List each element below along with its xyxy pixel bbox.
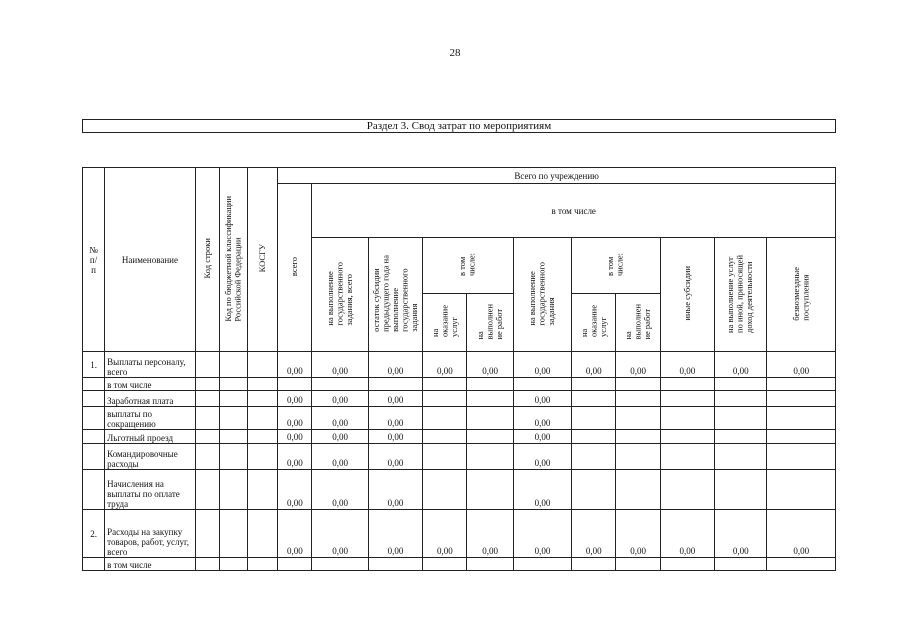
header-name: Наименование xyxy=(105,168,196,352)
table-row xyxy=(83,391,836,407)
value-cell: 0,00 xyxy=(660,510,714,558)
value-cell xyxy=(312,378,368,391)
value-cell: 0,00 xyxy=(312,352,368,378)
value-cell xyxy=(660,391,714,407)
header-including-2: в том числе: xyxy=(572,238,661,294)
value-cell: 0,00 xyxy=(513,430,571,444)
value-cell xyxy=(616,444,660,470)
row-number-cell: 2. xyxy=(83,510,105,558)
value-cell: 0,00 xyxy=(513,510,571,558)
value-cell xyxy=(423,378,467,391)
value-cell xyxy=(513,558,571,571)
table-row xyxy=(83,470,836,510)
value-cell xyxy=(572,558,616,571)
value-cell xyxy=(467,444,513,470)
value-cell: 0,00 xyxy=(513,352,571,378)
value-cell xyxy=(572,430,616,444)
value-cell xyxy=(423,470,467,510)
line-code-cell xyxy=(195,407,219,430)
line-code-cell xyxy=(195,558,219,571)
row-number-cell xyxy=(83,407,105,430)
row-number-cell: 1. xyxy=(83,352,105,378)
value-cell xyxy=(767,470,836,510)
value-cell: 0,00 xyxy=(278,391,312,407)
line-code-cell xyxy=(195,391,219,407)
value-cell: 0,00 xyxy=(278,407,312,430)
row-number-cell xyxy=(83,444,105,470)
value-cell: 0,00 xyxy=(467,352,513,378)
row-name-cell: Льготный проезд xyxy=(105,430,196,444)
value-cell xyxy=(513,378,571,391)
value-cell xyxy=(616,430,660,444)
row-name-cell: Расходы на закупку товаров, работ, услуг, всего xyxy=(105,510,196,558)
value-cell: 0,00 xyxy=(572,352,616,378)
header-subsidy-balance: остаток субсидии предыдущего года на выполнение государственного задания xyxy=(368,238,422,352)
value-cell xyxy=(467,430,513,444)
value-cell xyxy=(616,470,660,510)
header-budget-code: Код по бюджетной классификации Российской Федерации xyxy=(219,168,247,352)
value-cell xyxy=(572,407,616,430)
value-cell xyxy=(572,444,616,470)
budget-code-cell xyxy=(219,378,247,391)
header-works-1: на выполнен ие работ xyxy=(467,294,513,352)
header-gov-task: на выполнение государственного задания xyxy=(513,238,571,352)
value-cell xyxy=(767,430,836,444)
value-cell: 0,00 xyxy=(660,352,714,378)
value-cell xyxy=(467,378,513,391)
value-cell: 0,00 xyxy=(278,352,312,378)
value-cell: 0,00 xyxy=(368,510,422,558)
row-name-cell: Командировочные расходы xyxy=(105,444,196,470)
value-cell: 0,00 xyxy=(715,510,767,558)
budget-code-cell xyxy=(219,444,247,470)
header-services-1: на оказание услуг xyxy=(423,294,467,352)
value-cell xyxy=(715,558,767,571)
value-cell xyxy=(467,558,513,571)
value-cell xyxy=(715,444,767,470)
kosgu-cell xyxy=(248,510,278,558)
header-total: всего xyxy=(278,184,312,352)
row-number-cell xyxy=(83,430,105,444)
value-cell: 0,00 xyxy=(278,510,312,558)
table-row xyxy=(83,430,836,444)
line-code-cell xyxy=(195,510,219,558)
budget-code-cell xyxy=(219,558,247,571)
row-name-cell: в том числе xyxy=(105,378,196,391)
value-cell: 0,00 xyxy=(616,352,660,378)
value-cell xyxy=(312,558,368,571)
value-cell xyxy=(715,470,767,510)
value-cell xyxy=(278,378,312,391)
value-cell xyxy=(572,391,616,407)
value-cell xyxy=(660,407,714,430)
value-cell: 0,00 xyxy=(312,444,368,470)
value-cell: 0,00 xyxy=(368,391,422,407)
page-number: 28 xyxy=(449,47,461,59)
value-cell: 0,00 xyxy=(423,510,467,558)
row-name-cell: Выплаты персоналу, всего xyxy=(105,352,196,378)
value-cell xyxy=(616,391,660,407)
value-cell xyxy=(660,378,714,391)
value-cell: 0,00 xyxy=(368,430,422,444)
row-name-cell: Начисления на выплаты по оплате труда xyxy=(105,470,196,510)
row-name-cell: выплаты по сокращению xyxy=(105,407,196,430)
value-cell: 0,00 xyxy=(423,352,467,378)
budget-code-cell xyxy=(219,510,247,558)
value-cell xyxy=(767,558,836,571)
kosgu-cell xyxy=(248,391,278,407)
value-cell: 0,00 xyxy=(513,470,571,510)
table-row xyxy=(83,510,836,558)
section-title: Раздел 3. Свод затрат по мероприятиям xyxy=(82,119,836,133)
kosgu-cell xyxy=(248,430,278,444)
value-cell: 0,00 xyxy=(278,470,312,510)
value-cell: 0,00 xyxy=(368,470,422,510)
value-cell xyxy=(767,391,836,407)
line-code-cell xyxy=(195,444,219,470)
row-number-cell xyxy=(83,470,105,510)
header-line-code: Код строки xyxy=(195,168,219,352)
value-cell xyxy=(616,558,660,571)
header-row-no: № п/ п xyxy=(83,168,105,352)
kosgu-cell xyxy=(248,444,278,470)
value-cell xyxy=(423,444,467,470)
value-cell: 0,00 xyxy=(368,407,422,430)
value-cell: 0,00 xyxy=(572,510,616,558)
kosgu-cell xyxy=(248,378,278,391)
value-cell: 0,00 xyxy=(513,407,571,430)
value-cell xyxy=(767,378,836,391)
value-cell xyxy=(467,391,513,407)
value-cell xyxy=(467,470,513,510)
value-cell xyxy=(715,407,767,430)
header-works-2: на выполнен ие работ xyxy=(616,294,660,352)
value-cell xyxy=(660,470,714,510)
kosgu-cell xyxy=(248,352,278,378)
value-cell xyxy=(616,407,660,430)
row-name-cell: Заработная плата xyxy=(105,391,196,407)
header-other-subsidies: иные субсидии xyxy=(660,238,714,352)
header-total-by-institution: Всего по учреждению xyxy=(278,168,836,184)
table-row xyxy=(83,352,836,378)
kosgu-cell xyxy=(248,407,278,430)
value-cell xyxy=(423,558,467,571)
value-cell xyxy=(423,407,467,430)
value-cell: 0,00 xyxy=(467,510,513,558)
line-code-cell xyxy=(195,378,219,391)
header-services-2: на оказание услуг xyxy=(572,294,616,352)
table-row xyxy=(83,407,836,430)
row-number-cell xyxy=(83,558,105,571)
value-cell: 0,00 xyxy=(767,352,836,378)
line-code-cell xyxy=(195,352,219,378)
header-income-activity: на выполнение услуг по иной, приносящей доход деятельности xyxy=(715,238,767,352)
value-cell xyxy=(767,444,836,470)
value-cell xyxy=(278,558,312,571)
value-cell: 0,00 xyxy=(513,391,571,407)
value-cell xyxy=(423,391,467,407)
header-kosgu: КОСГУ xyxy=(248,168,278,352)
header-including-1: в том числе: xyxy=(423,238,514,294)
value-cell: 0,00 xyxy=(368,444,422,470)
value-cell: 0,00 xyxy=(312,470,368,510)
row-number-cell xyxy=(83,391,105,407)
table-row xyxy=(83,378,836,391)
value-cell xyxy=(767,407,836,430)
line-code-cell xyxy=(195,470,219,510)
value-cell: 0,00 xyxy=(616,510,660,558)
header-gov-task-total: на выполнение государственного задания, всего xyxy=(312,238,368,352)
value-cell: 0,00 xyxy=(312,510,368,558)
value-cell xyxy=(368,378,422,391)
header-gratuitous: безвозмездные поступления xyxy=(767,238,836,352)
table-row xyxy=(83,558,836,571)
kosgu-cell xyxy=(248,470,278,510)
budget-code-cell xyxy=(219,407,247,430)
header-including: в том числе xyxy=(312,184,836,238)
value-cell xyxy=(715,391,767,407)
value-cell xyxy=(660,444,714,470)
value-cell: 0,00 xyxy=(312,391,368,407)
value-cell xyxy=(715,378,767,391)
value-cell xyxy=(660,558,714,571)
value-cell xyxy=(715,430,767,444)
table-row xyxy=(83,444,836,470)
budget-code-cell xyxy=(219,391,247,407)
value-cell xyxy=(423,430,467,444)
value-cell xyxy=(467,407,513,430)
line-code-cell xyxy=(195,430,219,444)
value-cell: 0,00 xyxy=(278,444,312,470)
row-name-cell: в том числе xyxy=(105,558,196,571)
value-cell xyxy=(368,558,422,571)
value-cell xyxy=(572,378,616,391)
value-cell: 0,00 xyxy=(715,352,767,378)
value-cell: 0,00 xyxy=(278,430,312,444)
row-number-cell xyxy=(83,378,105,391)
value-cell: 0,00 xyxy=(368,352,422,378)
value-cell: 0,00 xyxy=(767,510,836,558)
budget-code-cell xyxy=(219,352,247,378)
budget-code-cell xyxy=(219,470,247,510)
kosgu-cell xyxy=(248,558,278,571)
value-cell xyxy=(660,430,714,444)
value-cell: 0,00 xyxy=(312,407,368,430)
value-cell: 0,00 xyxy=(513,444,571,470)
cost-summary-table xyxy=(82,167,836,571)
budget-code-cell xyxy=(219,430,247,444)
value-cell xyxy=(616,378,660,391)
value-cell: 0,00 xyxy=(312,430,368,444)
value-cell xyxy=(572,470,616,510)
